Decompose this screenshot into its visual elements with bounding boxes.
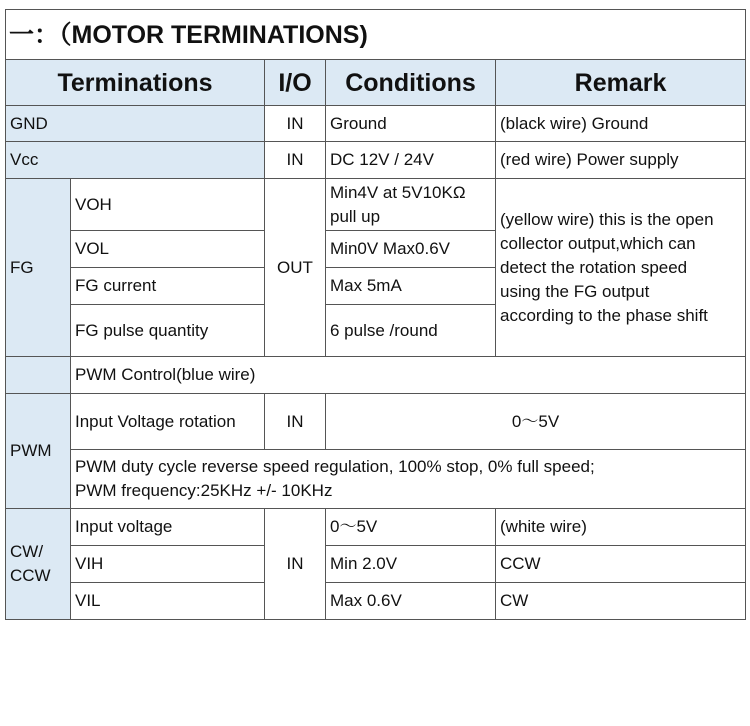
fg-remark-line2: collector output,which can: [500, 233, 696, 253]
table-row-vcc: [6, 142, 746, 179]
gnd-remark: (black wire) Ground: [496, 106, 746, 142]
header-conditions: Conditions: [326, 60, 496, 106]
fg-pulse-param: FG pulse quantity: [71, 305, 265, 357]
motor-terminations-table: [5, 9, 746, 620]
header-io: I/O: [265, 60, 326, 106]
fg-pulse-condition: 6 pulse /round: [326, 305, 496, 357]
fg-vol-condition: Min0V Max0.6V: [326, 231, 496, 268]
cw-vil-param: VIL: [71, 583, 265, 620]
table-row-cw-vih: [6, 546, 746, 583]
fg-current-param: FG current: [71, 268, 265, 305]
fg-voh-condition-line2: pull up: [330, 206, 381, 226]
pwm-input-io: IN: [265, 394, 326, 450]
pwm-note-line1: PWM duty cycle reverse speed regulation, 100% stop, 0% full speed;: [75, 457, 595, 476]
fg-voh-param: VOH: [71, 179, 265, 231]
table-header-row: [6, 60, 746, 106]
fg-remark-line1: (yellow wire) this is the open: [500, 209, 714, 229]
vcc-condition: DC 12V / 24V: [326, 142, 496, 179]
gnd-io: IN: [265, 106, 326, 142]
vcc-remark: (red wire) Power supply: [496, 142, 746, 179]
cw-vil-remark: CW: [496, 583, 746, 620]
fg-voh-condition: [326, 179, 496, 231]
table-row-pwm-input: [6, 394, 746, 450]
vcc-name: Vcc: [6, 142, 265, 179]
table-row-cw-vil: [6, 583, 746, 620]
table-row-fg-voh: [6, 179, 746, 231]
cw-vih-condition: Min 2.0V: [326, 546, 496, 583]
table-row-pwm-control: [6, 357, 746, 394]
fg-io: OUT: [265, 179, 326, 357]
pwm-note-line2: PWM frequency:25KHz +/- 10KHz: [75, 481, 333, 500]
pwm-name: PWM: [6, 394, 71, 509]
cwccw-name-line1: CW/: [10, 542, 44, 561]
gnd-name: GND: [6, 106, 265, 142]
pwm-note: [71, 450, 746, 509]
cwccw-name-line2: CCW: [10, 566, 51, 585]
cwccw-name: [6, 509, 71, 620]
cw-input-remark: (white wire): [496, 509, 746, 546]
fg-remark-line5: according to the phase shift: [500, 305, 708, 325]
table-row-gnd: [6, 106, 746, 142]
table-row-cw-input: [6, 509, 746, 546]
cw-vih-param: VIH: [71, 546, 265, 583]
header-remark: Remark: [496, 60, 746, 106]
pwm-input-range: 0～5V: [326, 394, 746, 450]
cwccw-io: IN: [265, 509, 326, 620]
page-title: 一：（MOTOR TERMINATIONS): [6, 10, 746, 60]
table-row-pwm-note: [6, 450, 746, 509]
motor-terminations-sheet: [5, 9, 746, 620]
pwm-control-blank: [6, 357, 71, 394]
vcc-io: IN: [265, 142, 326, 179]
pwm-control-label: PWM Control(blue wire): [71, 357, 746, 394]
header-terminations: Terminations: [6, 60, 265, 106]
fg-remark-line4: using the FG output: [500, 281, 650, 301]
cw-input-condition: 0～5V: [326, 509, 496, 546]
fg-current-condition: Max 5mA: [326, 268, 496, 305]
fg-vol-param: VOL: [71, 231, 265, 268]
fg-name: FG: [6, 179, 71, 357]
pwm-input-param: Input Voltage rotation: [71, 394, 265, 450]
cw-input-param: Input voltage: [71, 509, 265, 546]
gnd-condition: Ground: [326, 106, 496, 142]
cw-vil-condition: Max 0.6V: [326, 583, 496, 620]
fg-remark-line3: detect the rotation speed: [500, 257, 688, 277]
fg-voh-condition-line1: Min4V at 5V10KΩ: [330, 182, 466, 202]
cw-vih-remark: CCW: [496, 546, 746, 583]
fg-remark: [496, 179, 746, 357]
